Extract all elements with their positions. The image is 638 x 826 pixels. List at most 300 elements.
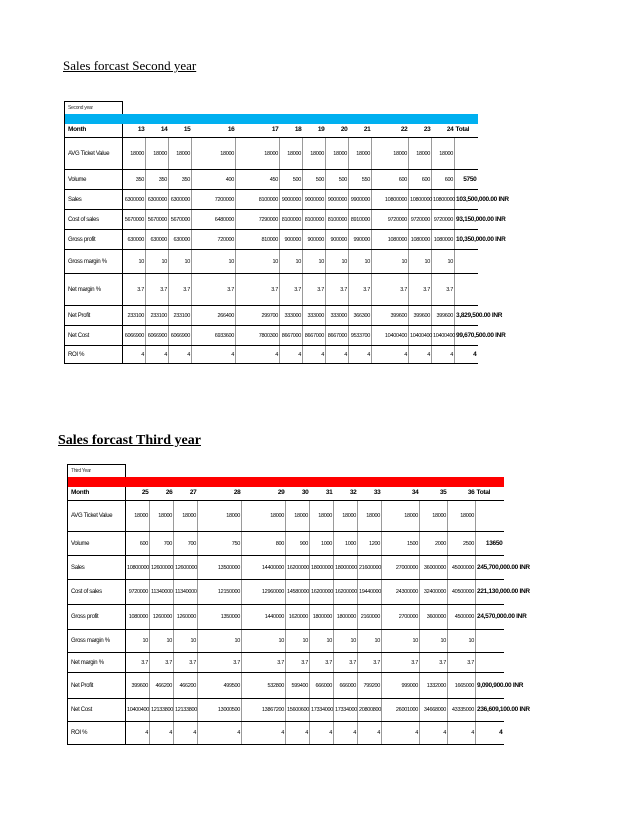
month-row	[65, 124, 570, 138]
value-cell: 4	[169, 346, 192, 364]
value-cell: 1350000	[198, 605, 242, 630]
value-cell: 11340000	[174, 580, 198, 605]
value-cell: 20800800	[358, 699, 382, 722]
value-cell: 1665000	[448, 673, 476, 699]
value-cell: 3.7	[448, 653, 476, 673]
value-cell: 18000	[372, 138, 409, 170]
month-number: 35	[420, 487, 448, 501]
blank-cell	[349, 102, 372, 114]
row-total: 5750	[455, 170, 478, 190]
value-cell: 12600000	[174, 556, 198, 580]
value-cell: 21600000	[358, 556, 382, 580]
month-number: 17	[236, 124, 280, 138]
value-cell: 18000	[169, 138, 192, 170]
value-cell: 5670000	[146, 210, 169, 230]
band-cell	[326, 114, 349, 124]
value-cell: 34668000	[420, 699, 448, 722]
value-cell: 1260000	[174, 605, 198, 630]
value-cell: 45000000	[448, 556, 476, 580]
value-cell: 10	[242, 630, 286, 653]
value-cell: 10	[349, 250, 372, 274]
value-cell: 18000	[198, 501, 242, 532]
color-band	[65, 114, 570, 124]
band-cell	[448, 477, 476, 487]
value-cell: 12600000	[150, 556, 174, 580]
value-cell: 1000	[310, 532, 334, 556]
value-cell: 3.7	[192, 274, 236, 306]
value-cell: 630000	[123, 230, 146, 250]
band-cell	[123, 114, 146, 124]
row-label: Gross profit	[65, 230, 123, 250]
value-cell: 2160000	[358, 605, 382, 630]
value-cell: 13867200	[242, 699, 286, 722]
value-cell: 10800000	[409, 190, 432, 210]
value-cell: 6300000	[169, 190, 192, 210]
value-cell: 18000	[146, 138, 169, 170]
value-cell: 32400000	[420, 580, 448, 605]
row-total	[455, 274, 478, 306]
value-cell: 3.7	[169, 274, 192, 306]
value-cell: 750	[198, 532, 242, 556]
value-cell: 16200000	[310, 580, 334, 605]
month-number: 23	[409, 124, 432, 138]
table-row	[68, 605, 582, 630]
value-cell: 18000	[236, 138, 280, 170]
value-cell: 399600	[432, 306, 455, 326]
table-row	[68, 699, 582, 722]
value-cell: 10800000	[126, 556, 150, 580]
value-cell: 11340000	[150, 580, 174, 605]
value-cell: 6300000	[146, 190, 169, 210]
month-label: Month	[65, 124, 123, 138]
row-label: Volume	[65, 170, 123, 190]
value-cell: 26001000	[382, 699, 420, 722]
value-cell: 17334000	[334, 699, 358, 722]
total-label: Total	[476, 487, 504, 501]
third-year-table	[67, 464, 582, 745]
third-year-heading: Sales forcast Third year	[58, 433, 201, 448]
value-cell: 10	[123, 250, 146, 274]
value-cell: 333000	[280, 306, 303, 326]
value-cell: 10400400	[432, 326, 455, 346]
value-cell: 9533700	[349, 326, 372, 346]
value-cell: 6933600	[192, 326, 236, 346]
value-cell: 3.7	[382, 653, 420, 673]
band-cell	[68, 477, 126, 487]
value-cell: 10	[326, 250, 349, 274]
value-cell: 3.7	[432, 274, 455, 306]
value-cell: 18000	[432, 138, 455, 170]
blank-cell	[420, 465, 448, 477]
row-total: 13650	[476, 532, 504, 556]
table-row	[68, 630, 582, 653]
row-label: Gross profit	[68, 605, 126, 630]
table-row	[65, 326, 570, 346]
value-cell: 1500	[382, 532, 420, 556]
value-cell: 18000	[280, 138, 303, 170]
month-number: 21	[349, 124, 372, 138]
value-cell: 3.7	[303, 274, 326, 306]
value-cell: 233100	[169, 306, 192, 326]
blank-cell	[123, 102, 146, 114]
value-cell: 3.7	[280, 274, 303, 306]
blank-cell	[192, 102, 236, 114]
value-cell: 3.7	[123, 274, 146, 306]
value-cell: 9000000	[280, 190, 303, 210]
value-cell: 3.7	[198, 653, 242, 673]
value-cell: 4	[146, 346, 169, 364]
value-cell: 10	[448, 630, 476, 653]
band-cell	[372, 114, 409, 124]
band-cell	[432, 114, 455, 124]
value-cell: 233100	[123, 306, 146, 326]
value-cell: 19440000	[358, 580, 382, 605]
value-cell: 18000	[326, 138, 349, 170]
value-cell: 1200	[358, 532, 382, 556]
value-cell: 3.7	[409, 274, 432, 306]
caption-row	[68, 465, 582, 477]
band-cell	[409, 114, 432, 124]
value-cell: 6066900	[169, 326, 192, 346]
value-cell: 333000	[326, 306, 349, 326]
value-cell: 10	[409, 250, 432, 274]
band-cell	[382, 477, 420, 487]
value-cell: 450	[236, 170, 280, 190]
value-cell: 4	[198, 722, 242, 745]
value-cell: 900	[286, 532, 310, 556]
blank-cell	[358, 465, 382, 477]
value-cell: 10	[420, 630, 448, 653]
row-total	[476, 630, 504, 653]
value-cell: 399600	[372, 306, 409, 326]
value-cell: 7290000	[236, 210, 280, 230]
band-cell	[236, 114, 280, 124]
total-label: Total	[455, 124, 478, 138]
value-cell: 266400	[192, 306, 236, 326]
value-cell: 666000	[334, 673, 358, 699]
value-cell: 366300	[349, 306, 372, 326]
value-cell: 10	[286, 630, 310, 653]
value-cell: 4	[349, 346, 372, 364]
month-number: 26	[150, 487, 174, 501]
value-cell: 10	[382, 630, 420, 653]
value-cell: 900000	[326, 230, 349, 250]
value-cell: 18000	[420, 501, 448, 532]
value-cell: 999000	[382, 673, 420, 699]
table-row	[65, 190, 570, 210]
value-cell: 9720000	[409, 210, 432, 230]
value-cell: 600	[126, 532, 150, 556]
value-cell: 399600	[409, 306, 432, 326]
month-number: 13	[123, 124, 146, 138]
blank-cell	[478, 102, 570, 114]
value-cell: 599400	[286, 673, 310, 699]
month-number: 20	[326, 124, 349, 138]
blank-cell	[242, 465, 286, 477]
value-cell: 9000000	[326, 190, 349, 210]
row-total: 24,570,000.00 INR	[476, 605, 504, 630]
band-cell	[476, 477, 504, 487]
value-cell: 13500000	[198, 556, 242, 580]
value-cell: 500	[303, 170, 326, 190]
blank-cell	[146, 102, 169, 114]
value-cell: 10	[174, 630, 198, 653]
value-cell: 10	[280, 250, 303, 274]
value-cell: 500	[326, 170, 349, 190]
value-cell: 27000000	[382, 556, 420, 580]
value-cell: 8667000	[303, 326, 326, 346]
value-cell: 8100000	[236, 190, 280, 210]
value-cell: 700	[174, 532, 198, 556]
value-cell: 3.7	[358, 653, 382, 673]
value-cell: 18000	[123, 138, 146, 170]
value-cell: 1800000	[310, 605, 334, 630]
blank-cell	[286, 465, 310, 477]
value-cell: 15600600	[286, 699, 310, 722]
value-cell: 4	[123, 346, 146, 364]
table-row	[68, 580, 582, 605]
value-cell: 550	[349, 170, 372, 190]
second-year-table	[64, 101, 570, 364]
table-row	[68, 556, 582, 580]
blank-cell	[504, 465, 582, 477]
band-cell	[174, 477, 198, 487]
value-cell: 630000	[146, 230, 169, 250]
value-cell: 18000	[448, 501, 476, 532]
row-label: Cost of sales	[65, 210, 123, 230]
value-cell: 4	[310, 722, 334, 745]
value-cell: 9720000	[372, 210, 409, 230]
band-cell	[198, 477, 242, 487]
row-total: 245,700,000.00 INR	[476, 556, 504, 580]
band-cell	[150, 477, 174, 487]
value-cell: 40500000	[448, 580, 476, 605]
value-cell: 10	[303, 250, 326, 274]
value-cell: 800	[242, 532, 286, 556]
blank-cell	[326, 102, 349, 114]
value-cell: 1080000	[432, 230, 455, 250]
value-cell: 4	[448, 722, 476, 745]
value-cell: 1620000	[286, 605, 310, 630]
value-cell: 4	[192, 346, 236, 364]
value-cell: 3.7	[174, 653, 198, 673]
band-cell	[280, 114, 303, 124]
row-total: 221,130,000.00 INR	[476, 580, 504, 605]
value-cell: 3.7	[286, 653, 310, 673]
value-cell: 333000	[303, 306, 326, 326]
value-cell: 10	[432, 250, 455, 274]
value-cell: 666000	[310, 673, 334, 699]
table-caption: Second year	[65, 102, 123, 114]
blank-cell	[382, 465, 420, 477]
value-cell: 1080000	[372, 230, 409, 250]
value-cell: 10	[310, 630, 334, 653]
value-cell: 3600000	[420, 605, 448, 630]
value-cell: 8100000	[326, 210, 349, 230]
value-cell: 3.7	[236, 274, 280, 306]
value-cell: 600	[409, 170, 432, 190]
band-cell	[349, 114, 372, 124]
month-row	[68, 487, 582, 501]
table-row	[65, 306, 570, 326]
blank-cell	[126, 465, 150, 477]
band-cell	[504, 477, 582, 487]
row-total: 99,670,500.00 INR	[455, 326, 478, 346]
row-label: Gross margin %	[65, 250, 123, 274]
value-cell: 8667000	[326, 326, 349, 346]
value-cell: 18000	[382, 501, 420, 532]
value-cell: 12150000	[198, 580, 242, 605]
value-cell: 9900000	[349, 190, 372, 210]
value-cell: 8667000	[280, 326, 303, 346]
row-total	[455, 250, 478, 274]
row-label: Net margin %	[68, 653, 126, 673]
value-cell: 6300000	[123, 190, 146, 210]
value-cell: 4	[382, 722, 420, 745]
value-cell: 18000	[242, 501, 286, 532]
value-cell: 8910000	[349, 210, 372, 230]
blank-cell	[448, 465, 476, 477]
month-number: 14	[146, 124, 169, 138]
row-label: Net Cost	[68, 699, 126, 722]
month-number: 24	[432, 124, 455, 138]
row-label: ROI %	[68, 722, 126, 745]
value-cell: 9720000	[432, 210, 455, 230]
month-number: 15	[169, 124, 192, 138]
value-cell: 10400400	[409, 326, 432, 346]
value-cell: 600	[372, 170, 409, 190]
value-cell: 4	[326, 346, 349, 364]
value-cell: 10	[146, 250, 169, 274]
value-cell: 10800000	[432, 190, 455, 210]
band-cell	[334, 477, 358, 487]
month-number: 28	[198, 487, 242, 501]
value-cell: 36000000	[420, 556, 448, 580]
table-row	[68, 673, 582, 699]
blank-cell	[310, 465, 334, 477]
row-total: 103,500,000.00 INR	[455, 190, 478, 210]
value-cell: 4	[150, 722, 174, 745]
value-cell: 43335000	[448, 699, 476, 722]
blank-cell	[150, 465, 174, 477]
month-number: 33	[358, 487, 382, 501]
row-total	[476, 501, 504, 532]
value-cell: 630000	[169, 230, 192, 250]
value-cell: 4	[286, 722, 310, 745]
blank-cell	[432, 102, 455, 114]
value-cell: 799200	[358, 673, 382, 699]
value-cell: 10	[150, 630, 174, 653]
value-cell: 4500000	[448, 605, 476, 630]
row-total: 4	[476, 722, 504, 745]
color-band	[68, 477, 582, 487]
value-cell: 4	[420, 722, 448, 745]
table-caption: Third Year	[68, 465, 126, 477]
value-cell: 500	[280, 170, 303, 190]
row-total: 9,090,900.00 INR	[476, 673, 504, 699]
value-cell: 900000	[303, 230, 326, 250]
table-row	[65, 138, 570, 170]
row-total	[455, 138, 478, 170]
value-cell: 1332000	[420, 673, 448, 699]
value-cell: 6480000	[192, 210, 236, 230]
table-row	[68, 722, 582, 745]
value-cell: 7800300	[236, 326, 280, 346]
value-cell: 9000000	[303, 190, 326, 210]
band-cell	[478, 114, 570, 124]
blank-cell	[372, 102, 409, 114]
value-cell: 399600	[126, 673, 150, 699]
value-cell: 350	[146, 170, 169, 190]
value-cell: 7200000	[192, 190, 236, 210]
value-cell: 6066900	[123, 326, 146, 346]
value-cell: 1800000	[334, 605, 358, 630]
value-cell: 1080000	[126, 605, 150, 630]
blank-cell	[169, 102, 192, 114]
value-cell: 350	[123, 170, 146, 190]
value-cell: 18000	[150, 501, 174, 532]
row-label: AVG Ticket Value	[68, 501, 126, 532]
value-cell: 14580000	[286, 580, 310, 605]
value-cell: 9720000	[126, 580, 150, 605]
value-cell: 3.7	[334, 653, 358, 673]
value-cell: 466200	[150, 673, 174, 699]
blank-cell	[455, 102, 478, 114]
table-row	[68, 653, 582, 673]
value-cell: 18000	[358, 501, 382, 532]
row-total: 10,350,000.00 INR	[455, 230, 478, 250]
value-cell: 299700	[236, 306, 280, 326]
row-total	[476, 653, 504, 673]
table-row	[68, 501, 582, 532]
blank-cell	[236, 102, 280, 114]
value-cell: 10	[236, 250, 280, 274]
month-number: 27	[174, 487, 198, 501]
value-cell: 10400400	[126, 699, 150, 722]
value-cell: 900000	[280, 230, 303, 250]
value-cell: 4	[236, 346, 280, 364]
month-number: 16	[192, 124, 236, 138]
value-cell: 4	[126, 722, 150, 745]
value-cell: 4	[358, 722, 382, 745]
table-row	[65, 250, 570, 274]
value-cell: 17334000	[310, 699, 334, 722]
row-label: Net Profit	[65, 306, 123, 326]
row-total: 4	[455, 346, 478, 364]
value-cell: 499500	[198, 673, 242, 699]
row-label: AVG Ticket Value	[65, 138, 123, 170]
value-cell: 5670000	[169, 210, 192, 230]
value-cell: 10	[358, 630, 382, 653]
value-cell: 16200000	[286, 556, 310, 580]
month-number: 22	[372, 124, 409, 138]
value-cell: 12960000	[242, 580, 286, 605]
value-cell: 2500	[448, 532, 476, 556]
month-number: 25	[126, 487, 150, 501]
value-cell: 3.7	[146, 274, 169, 306]
blank-cell	[409, 102, 432, 114]
value-cell: 532800	[242, 673, 286, 699]
row-label: Cost of sales	[68, 580, 126, 605]
row-total: 236,609,100.00 INR	[476, 699, 504, 722]
month-number: 30	[286, 487, 310, 501]
value-cell: 4	[409, 346, 432, 364]
value-cell: 3.7	[420, 653, 448, 673]
value-cell: 18000	[310, 501, 334, 532]
value-cell: 700	[150, 532, 174, 556]
blank-cell	[476, 465, 504, 477]
value-cell: 18000	[409, 138, 432, 170]
